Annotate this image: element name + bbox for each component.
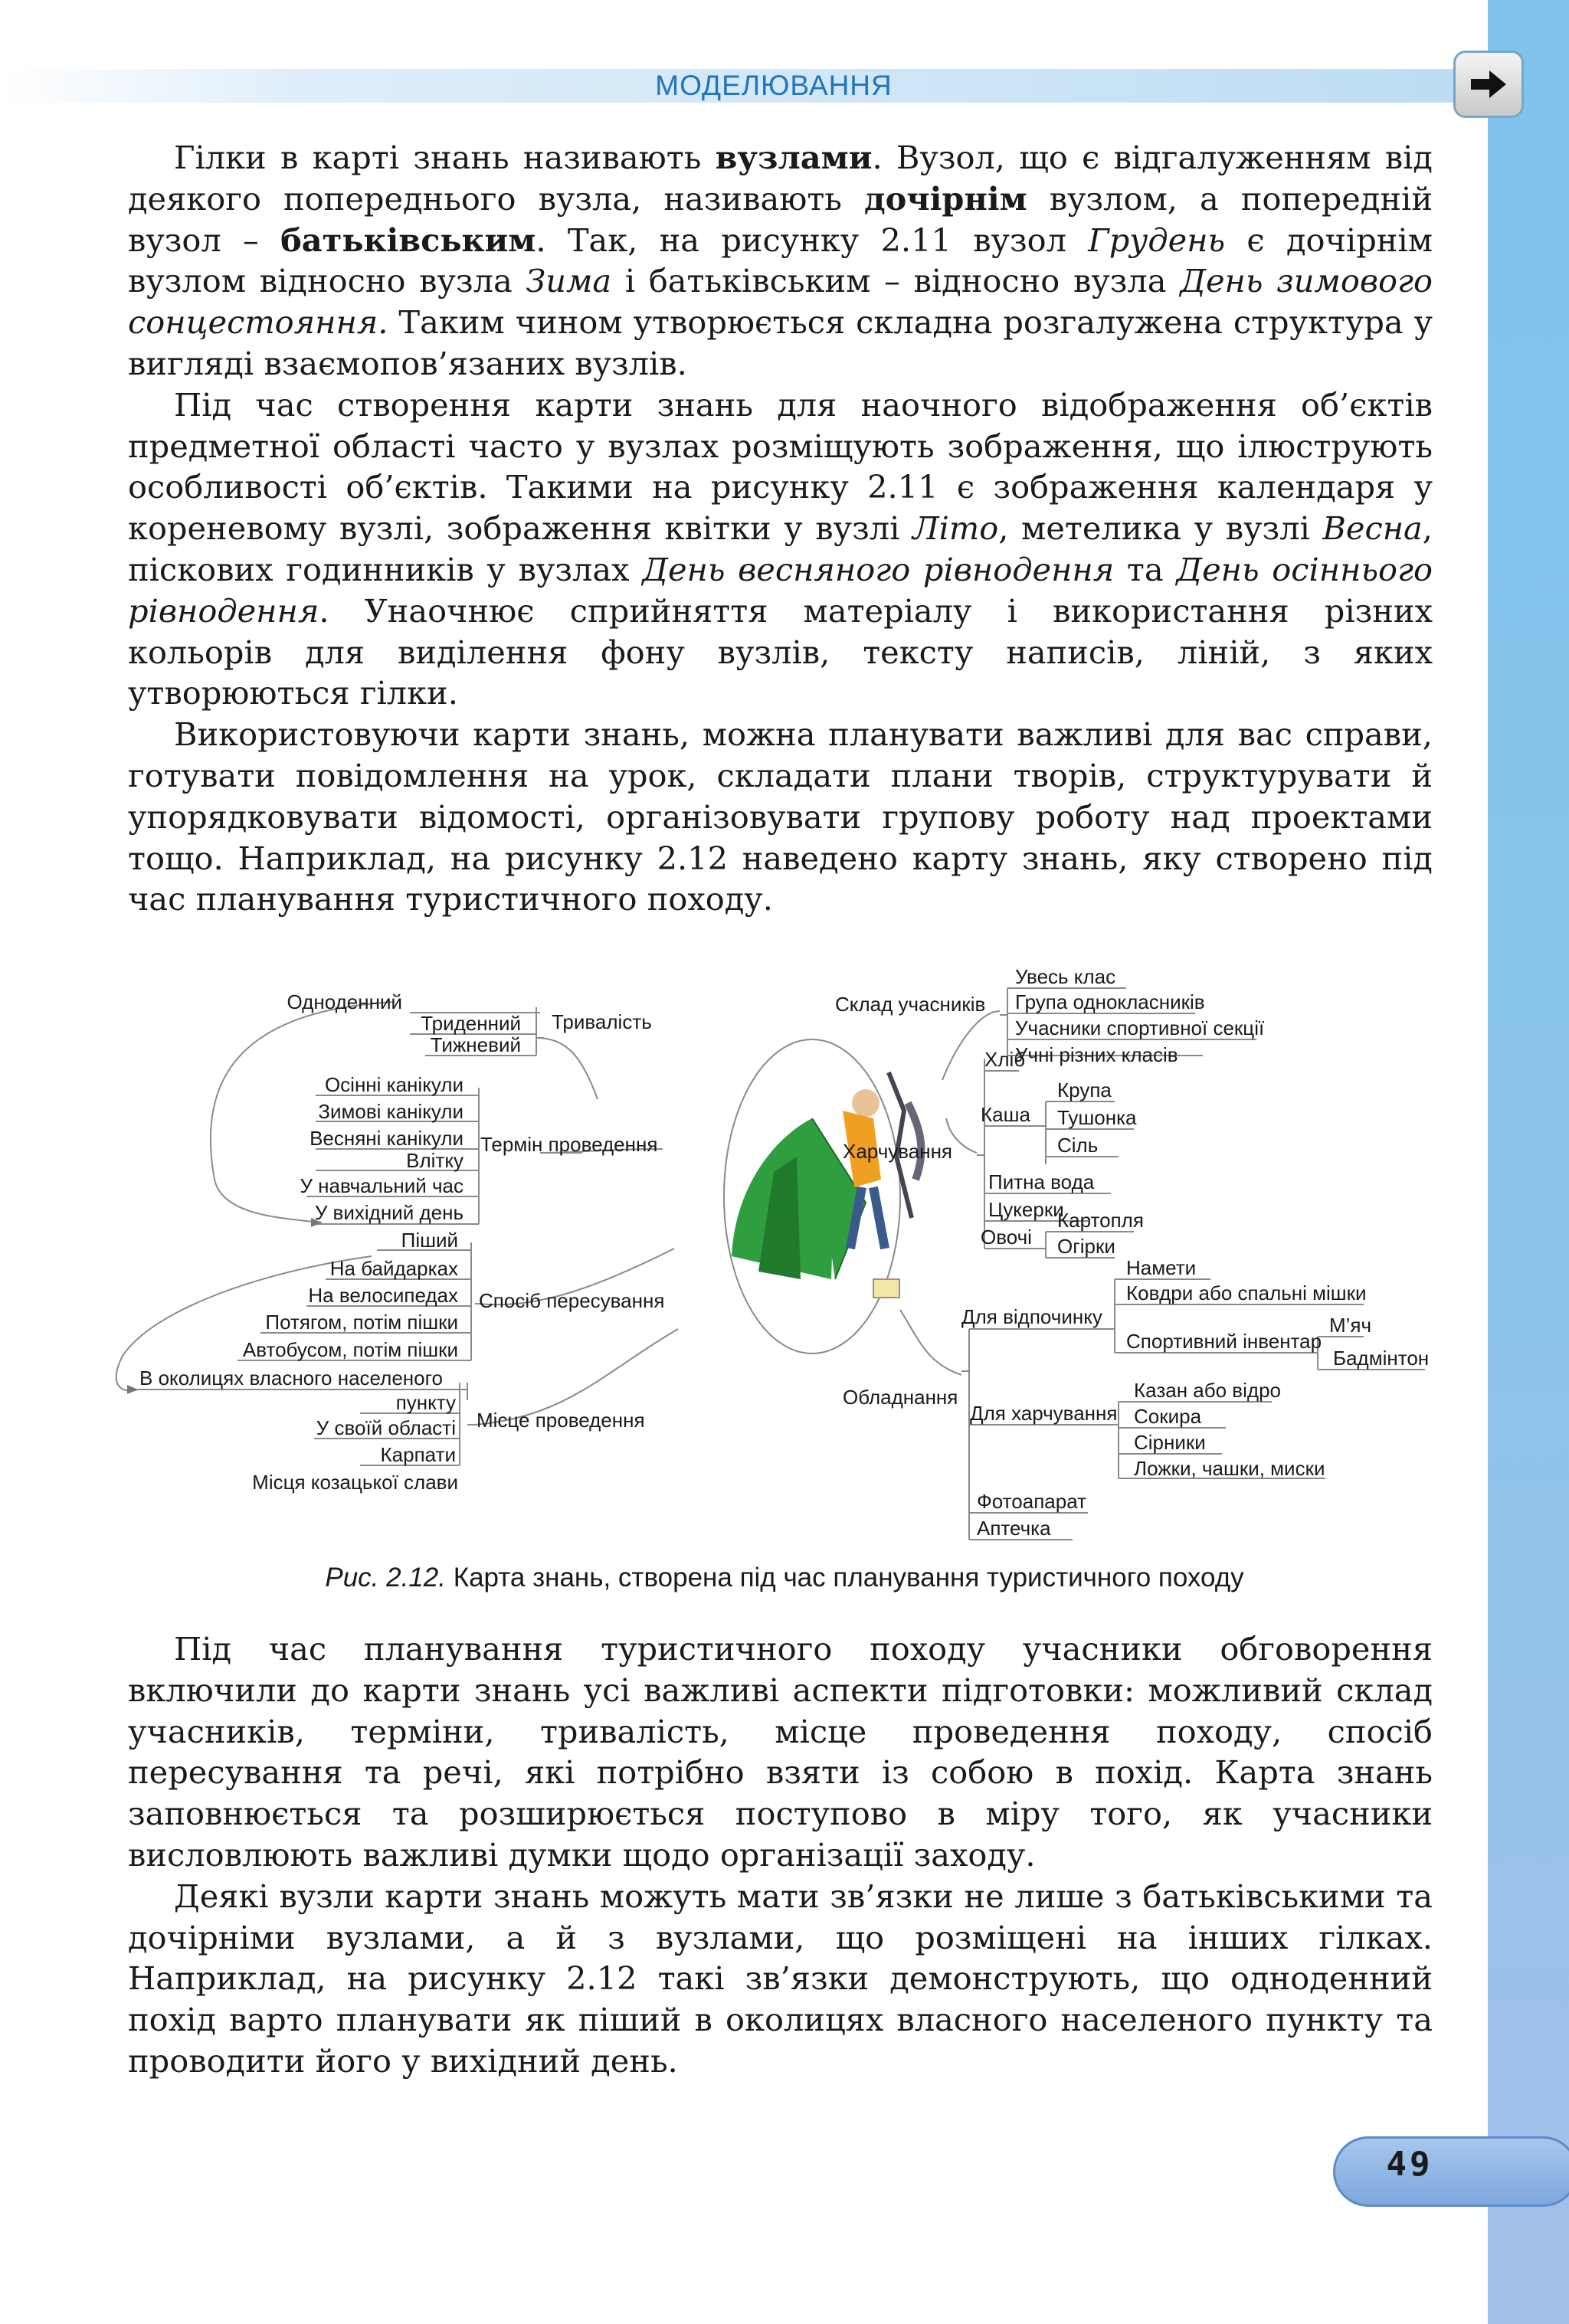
leaf-winter: Зимові канікули xyxy=(318,1100,463,1123)
leaf-nearby-2: пункту xyxy=(395,1391,456,1414)
leaf-kayak: На байдарках xyxy=(329,1257,458,1280)
leaf-autumn: Осінні канікули xyxy=(324,1073,463,1096)
leaf-grain: Крупа xyxy=(1057,1079,1112,1101)
figure-caption: Рис. 2.12. Карта знань, створена під час планування туристичного походу xyxy=(325,1563,1244,1592)
leaf-whole-class: Увесь клас xyxy=(1015,965,1116,988)
leaf-cucumber: Огірки xyxy=(1057,1235,1115,1258)
leaf-school-time: У навчальний час xyxy=(300,1174,463,1197)
node-equipment: Обладнання xyxy=(843,1386,958,1409)
paragraph-images: Під час створення карти знань для наочного відображення об’єктів предметної області часто у вузлах розміщують зображення, що ілюструють особливості об’єктів. Такими на рисунку 2.11 є зображення календаря у кореневому вузлі, зображення квітки у вузлі Літо, метелика у вузлі Весна, піскових годинників у вузлах День весняного рівнодення та День осіннього рівнодення. Унаочнює сприйняття матеріалу і використання різних кольорів для виділення фону вузлів, тексту написів, ліній, з яких утворюються гілки. xyxy=(128,385,1433,712)
section-title: МОДЕЛЮВАННЯ xyxy=(655,70,893,101)
node-eating: Для харчування xyxy=(970,1402,1118,1425)
leaf-pot: Казан або відро xyxy=(1134,1379,1281,1402)
leaf-region: У своїй області xyxy=(316,1416,456,1439)
leaf-sport-section: Учасники спортивної секції xyxy=(1015,1016,1265,1039)
leaf-tents: Намети xyxy=(1126,1256,1197,1279)
paragraph-usage: Використовуючи карти знань, можна планувати важливі для вас справи, готувати повідомлення на урок, складати плани творів, структурувати й упорядковувати відомості, організовувати групову роботу над проектами тощо. Наприклад, на рисунку 2.12 наведено карту знань, яку створено під час планування туристичного походу. xyxy=(128,715,1433,918)
right-sidebar-band xyxy=(1488,0,1569,2324)
leaf-weekend: У вихідний день xyxy=(314,1201,463,1224)
leaf-stew: Тушонка xyxy=(1057,1106,1137,1129)
node-term: Термін проведення xyxy=(480,1133,658,1156)
leaf-first-aid: Аптечка xyxy=(977,1517,1051,1540)
leaf-porridge: Каша xyxy=(981,1103,1030,1126)
leaf-walk: Піший xyxy=(401,1229,458,1252)
leaf-bus: Автобусом, потім пішки xyxy=(242,1338,458,1361)
leaf-candy: Цукерки xyxy=(988,1198,1064,1221)
leaf-carpathians: Карпати xyxy=(380,1443,456,1466)
leaf-badminton: Бадмінтон xyxy=(1333,1347,1430,1370)
leaf-veg: Овочі xyxy=(981,1226,1032,1249)
body-text-bottom xyxy=(128,1628,1433,2082)
leaf-one-day: Одноденний xyxy=(287,990,402,1013)
leaf-matches: Сірники xyxy=(1134,1431,1206,1454)
leaf-train: Потягом, потім пішки xyxy=(265,1311,458,1334)
page-number-pill xyxy=(1333,2136,1569,2207)
leaf-summer: Влітку xyxy=(406,1149,463,1172)
leaf-bike: На велосипедах xyxy=(308,1284,458,1307)
page-number: 49 xyxy=(1386,2145,1433,2184)
leaf-nearby: В околицях власного населеного xyxy=(139,1367,443,1389)
leaf-axe: Сокира xyxy=(1134,1405,1202,1428)
arrow-right-icon xyxy=(1468,67,1509,101)
leaf-camera: Фотоапарат xyxy=(977,1490,1086,1513)
node-duration: Тривалість xyxy=(552,1010,652,1033)
leaf-salt: Сіль xyxy=(1057,1134,1099,1157)
leaf-diff-classes: Учні різних класів xyxy=(1015,1043,1178,1066)
leaf-dishes: Ложки, чашки, миски xyxy=(1134,1457,1325,1480)
leaf-sport-inventory: Спортивний інвентар xyxy=(1126,1330,1322,1353)
next-page-button[interactable] xyxy=(1453,51,1524,118)
leaf-potato: Картопля xyxy=(1057,1209,1144,1232)
leaf-cossack: Місця козацької слави xyxy=(252,1471,458,1494)
leaf-blankets: Ковдри або спальні мішки xyxy=(1126,1281,1367,1304)
paragraph-planning: Під час планування туристичного походу учасники обговорення включили до карти знань усі важливі аспекти підготовки: можливий склад учасників, терміни, тривалість, місце проведення походу, спосіб пересування та речі, які потрібно взяти із собою в похід. Карта знань заповнюється та розширюється поступово в міру того, як учасники висловлюють важливі думки щодо організації заходу. xyxy=(128,1630,1433,1874)
leaf-group: Група однокласників xyxy=(1015,990,1205,1013)
node-rest: Для відпочинку xyxy=(961,1305,1102,1328)
leaf-week: Тижневий xyxy=(430,1033,521,1056)
leaf-spring: Весняні канікули xyxy=(310,1127,463,1150)
node-members: Склад учасників xyxy=(835,993,986,1016)
paragraph-links: Деякі вузли карти знань можуть мати зв’язки не лише з батьківськими та дочірніми вузлами, а й з вузлами, що розміщені на інших гілках. Наприклад, на рисунку 2.12 такі зв’язки демонструють, що одноденний похід варто планувати як піший в околицях власного населеного пункту та проводити його у вихідний день. xyxy=(128,1877,1433,2080)
leaf-bread: Хліб xyxy=(984,1048,1026,1071)
leaf-ball: М’яч xyxy=(1329,1314,1372,1337)
leaf-water: Питна вода xyxy=(988,1170,1095,1193)
node-place: Місце проведення xyxy=(477,1409,645,1432)
node-food: Харчування xyxy=(843,1140,953,1163)
leaf-three-day: Триденний xyxy=(421,1012,521,1035)
paragraph-nodes: Гілки в карті знань називають вузлами. Вузол, що є відгалуженням від деякого попереднього вузла, називають дочірнім вузлом, а попередній вузол – батьківським. Так, на рисунку 2.11 вузол Грудень є дочірнім вузлом відносно вузла Зима і батьківським – відносно вузла День зимового сонцестояння. Таким чином утворюється складна розгалужена структура у вигляді взаємопов’язаних вузлів. xyxy=(128,139,1433,382)
body-text-top xyxy=(128,137,1433,920)
node-transport: Спосіб пересування xyxy=(479,1289,665,1312)
mind-map-figure xyxy=(107,927,1456,1555)
